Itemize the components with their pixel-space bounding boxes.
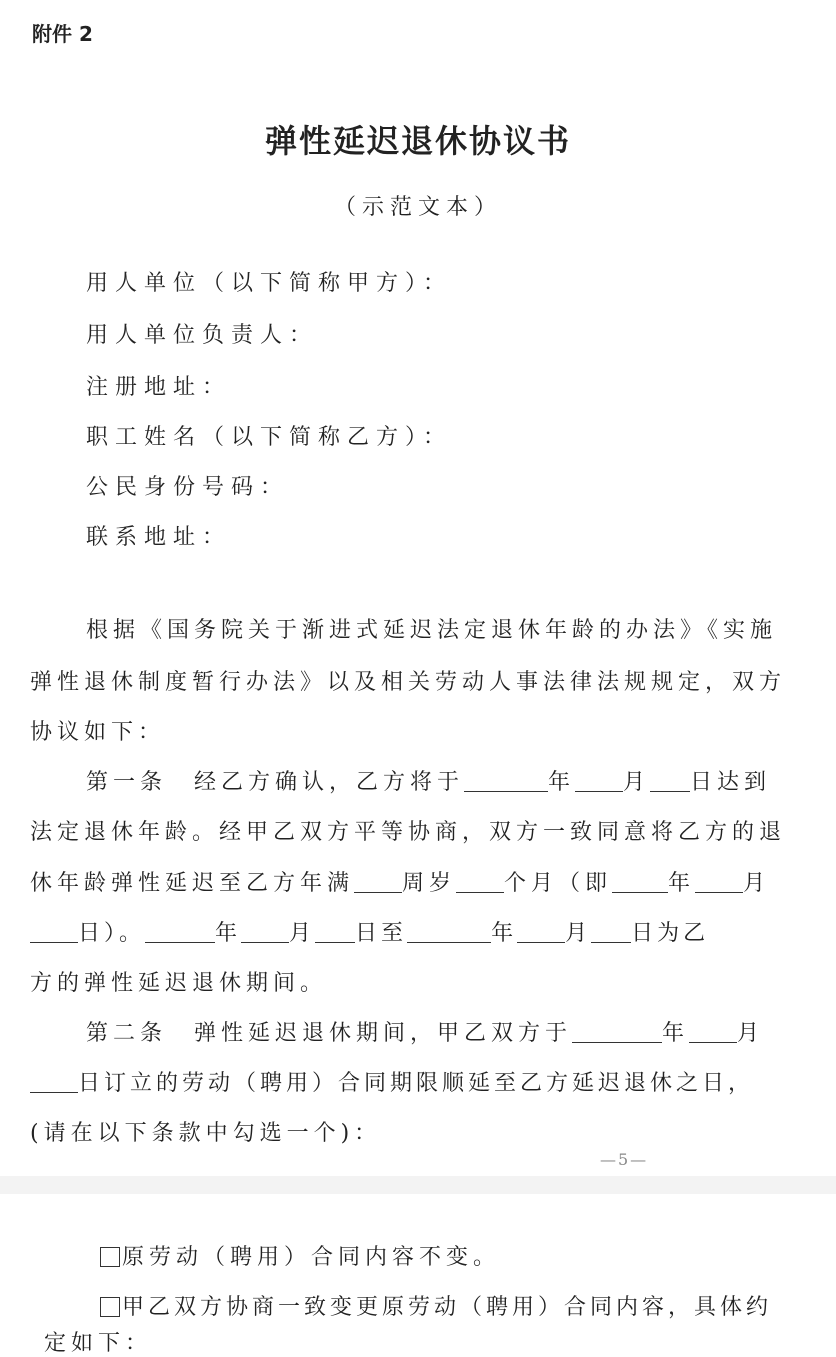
age-years-blank[interactable] [354,870,402,893]
checkbox-icon[interactable] [100,1297,120,1317]
article2-line-3: (请在以下条款中勾选一个)： [30,1121,382,1146]
month-blank[interactable] [517,920,565,943]
day-blank[interactable] [30,920,78,943]
day-blank[interactable] [315,920,355,943]
intro-line-2: 弹性退休制度暂行办法》以及相关劳动人事法律法规规定，双方 [30,670,787,695]
month-blank[interactable] [689,1020,737,1043]
article2-line-2: 日订立的劳动（聘用）合同期限顺延至乙方延迟退休之日， [30,1066,754,1097]
month-blank[interactable] [695,870,743,893]
field-registered-address: 注册地址： [86,375,232,400]
article1-line-3: 休年龄弹性延迟至乙方年满 周岁 个月（即 年 月 [30,871,771,896]
intro-line-3: 协议如下： [30,720,166,745]
option-2-continued: 定如下： [44,1331,153,1356]
field-id-number: 公民身份号码： [86,475,290,500]
checkbox-icon[interactable] [100,1247,120,1267]
article2-line-1: 第二条 弹性延迟退休期间，甲乙双方于 年 月 [86,1021,765,1046]
intro-line-1: 根据《国务院关于渐进式延迟法定退休年龄的办法》《实施 [86,618,778,643]
article1-line-2: 法定退休年龄。经甲乙双方平等协商，双方一致同意将乙方的退 [30,820,787,845]
day-blank[interactable] [30,1070,78,1093]
article1-line-1: 第一条 经乙方确认，乙方将于 年 月 日达到 [86,770,772,795]
document-title: 弹性延迟退休协议书 [264,122,571,160]
month-blank[interactable] [241,920,289,943]
age-months-blank[interactable] [456,870,504,893]
day-blank[interactable] [591,920,631,943]
month-blank[interactable] [575,769,623,792]
page-divider [0,1176,836,1194]
year-blank[interactable] [572,1020,662,1043]
field-employer-head: 用人单位负责人： [86,323,319,348]
option-2[interactable]: 甲乙双方协商一致变更原劳动（聘用）合同内容，具体约 [100,1290,772,1321]
page-number: —5— [600,1150,649,1169]
year-blank[interactable] [407,920,491,943]
field-contact-address: 联系地址： [86,525,232,550]
article1-line-5: 方的弹性延迟退休期间。 [30,971,328,996]
article1-line-4: 日）。 年 月 日至 年 月 日为乙 [30,916,709,947]
year-blank[interactable] [464,769,548,792]
attachment-label: 附件 2 [32,22,93,46]
field-employee-name: 职工姓名（以下简称乙方）： [86,425,453,450]
field-employer: 用人单位（以下简称甲方）： [86,271,453,296]
year-blank[interactable] [145,920,215,943]
document-subtitle: （示范文本） [333,195,502,220]
day-blank[interactable] [650,769,690,792]
year-blank[interactable] [612,870,668,893]
option-1[interactable]: 原劳动（聘用）合同内容不变。 [100,1240,500,1271]
